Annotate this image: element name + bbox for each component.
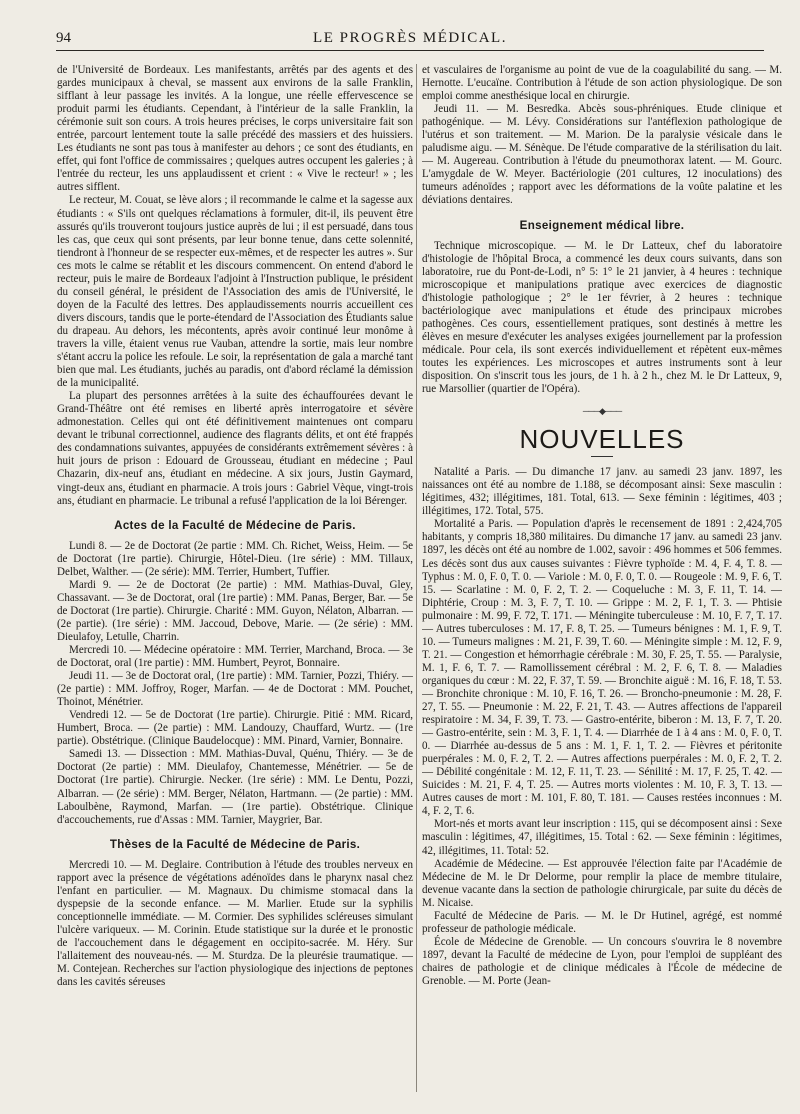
column-divider (416, 64, 417, 1092)
paragraph: Mortalité a Paris. — Population d'après le recensement de 1891 : 2,424,705 habitants, y compris 18,380 militaires. Du dimanche 17 janv. au samedi 23 janv. 1897, les décès ont été au nombre de 1.002, savoir : 496 hommes et 506 femmes. Les décès sont dus aux causes suivantes : Fièvre typhoïde : M. 4, F. 4, T. 8. — Typhus : M. 0, F. 0, T. 0. — Variole : M. 0, F. 0, T. 0. — Rougeole : M. 9, F. 6, T. 15. — Scarlatine : M. 0, F. 2, T. 2. — Coqueluche : M. 3, F. 11, T. 14. — Diphtérie, Croup : M. 3, F. 7, T. 10. — Grippe : M. 2, F. 1, T. 3. — Phtisie pulmonaire : M. 99, F. 72, T. 171. — Méningite tuberculeuse : M. 10, F. 7, T. 17. — Autres tuberculoses : M. 17, F. 8, T. 25. — Tumeurs bénignes : M. 1, F. 9, T. 10. — Tumeurs malignes : M. 21, F. 39, T. 60. — Méningite simple : M. 12, F. 9, T. 21. — Congestion et hémorrhagie cérébrale : M. 30, F. 25, T. 55. — Paralysie, M. 1, F. 6, T. 7. — Ramollissement cérébral : M. 2, F. 6, T. 8. — Maladies organiques du cœur : M. 22, F. 37, T. 59. — Bronchite aiguë : M. 16, F. 18, T. 53. — Bronchite chronique : M. 10, F. 16, T. 26. — Broncho-pneumonie : M. 28, F. 27, T. 55. — Pneumonie : M. 22, F. 21, T. 43. — Autres affections de l'appareil respiratoire : M. 34, F. 39, T. 73. — Gastro-entérite, biberon : M. 13, F. 7, T. 20. — Gastro-entérite, sein : M. 3, F. 1, T. 4. — Diarrhée de 1 à 4 ans : M. 0, F. 0, T. 0. — Diarrhée au-dessus de 5 ans : M. 1, F. 1, T. 2. — Fièvres et péritonite puerpérales : M. 0, F. 2, T. 2. — Autres affections puerpérales : M. 0, F. 2, T. 2. — Débilité congénitale : M. 12, F. 11, T. 23. — Sénilité : M. 17, F. 25, T. 42. — Suicides : M. 21, F. 4, T. 25. — Autres morts violentes : M. 10, F. 3, T. 13. — Autres causes de mort : M. 101, F. 80, T. 181. — Causes restées inconnues : M. 4, F. 2, T. 6. (422, 518, 782, 818)
paragraph: Samedi 13. — Dissection : MM. Mathias-Duval, Quénu, Thiéry. — 3e de Doctorat (2e partie) : MM. Dieulafoy, Chantemesse, Ménétrier. — 5e de Doctorat (1re partie). Chirurgie. Necker. (1re série) : MM. Le Dentu, Pozzi, Albarran. — (2e série) : MM. Berger, Nélaton, Hartmann. — (2e partie) : MM. Laboulbène, Raymond, Marfan. — (1re partie). Obstétrique. Clinique d'accouchements, rue d'Assas : MM. Tarnier, Maygrier, Bar. (57, 748, 413, 826)
ornament-divider: ───◆─── (582, 406, 622, 417)
right-column (422, 64, 782, 1092)
paragraph: Faculté de Médecine de Paris. — M. le Dr Hutinel, agrégé, est nommé professeur de pathologie médicale. (422, 909, 782, 935)
paragraph: Technique microscopique. — M. le Dr Latteux, chef du laboratoire d'histologie de l'hôpital Broca, a commencé les deux cours suivants, dans son laboratoire, rue du Pont-de-Lodi, n° 5: 1° le 21 janvier, à 4 heures : technique microscopique et manipulations pratique avec exercices de diagnostic d'histologie pathologique ; 2° le 1er février, à 2 heures : technique bactériologique avec manipulations et étude des principaux microbes pathogènes. Ces cours, essentiellement pratiques, sont destinés à mettre les élèves en mesure d'exécuter les analyses exigées journellement par la profession médicale. Pour cela, ils sont exercés individuellement et répètent eux-mêmes toutes les expériences. Les microscopes et autres instruments sont à leur disposition. On s'inscrit tous les jours, de 1 h. à 2 h., chez M. le Dr Latteux, 9, rue Marsollier (quartier de l'Opéra). (422, 239, 782, 396)
paragraph: Jeudi 11. — M. Besredka. Abcès sous-phréniques. Etude clinique et pathogénique. — M. Lévy. Considérations sur l'antéflexion pathologique de l'utérus et son traitement. — M. Marion. De la paralysie vésicale dans le paludisme aigu. — M. Sénèque. De l'étude comparative de la stérilisation du lait. — M. Augereau. Contribution à l'étude du pneumothorax latent. — M. Gourc. L'amygdale de W. Meyer. Bactériologie (201 cultures, 12 inoculations) des tumeurs adénoïdes ; rapport avec les déformations de la voûte palatine et les déviations dentaires. (422, 103, 782, 207)
paragraph: École de Médecine de Grenoble. — Un concours s'ouvrira le 8 novembre 1897, devant la Faculté de médecine de Lyon, pour l'emploi de suppléant des chaires de pathologie et de clinique médicales à l'École de médecine de Grenoble. — M. Porte (Jean- (422, 935, 782, 987)
section-title-nouvelles: NOUVELLES (519, 424, 685, 455)
page-number: 94 (56, 30, 71, 46)
title-underline (591, 456, 613, 457)
left-column (57, 64, 413, 1092)
paragraph: Natalité a Paris. — Du dimanche 17 janv. au samedi 23 janv. 1897, les naissances ont été au nombre de 1.188, se décomposant ainsi: Sexe masculin : légitimes, 432; illégitimes, 181. Total, 613. — Sexe féminin : légitimes, 403 ; illégitimes, 172. Total, 575. (422, 466, 782, 518)
page-header (56, 28, 764, 51)
section-heading-actes: Actes de la Faculté de Médecine de Paris. (114, 518, 356, 532)
paragraph: La plupart des personnes arrêtées à la suite des échauffourées devant le Grand-Théâtre ont été remises en liberté après interrogatoire et sévère admonestation. Celles qui ont été définitivement maintenues ont comparu devant le tribunal correctionnel, audience des flagrants délits, et ont été frappés des condamnations suivantes, appuyées de considérants extrêmement sévères : à huit jours de prison : Edouard de Grousseau, étudiant en médecine ; Paul Chazarin, dix-neuf ans, étudiant en médecine. A six jours, Justin Gaymard, vingt-deux ans, étudiant en pharmacie. A trois jours : Gabriel Vèque, vingt-trois ans, étudiant en pharmacie. Le tribunal a refusé l'application de la loi Bérenger. (57, 390, 413, 507)
paragraph: Mardi 9. — 2e de Doctorat (2e partie) : MM. Mathias-Duval, Gley, Chassavant. — 3e de Doctorat, oral (1re partie) : MM. Panas, Berger, Bar. — 5e de Doctorat (1re partie). Chirurgie. Charité : MM. Guyon, Nélaton, Albarran. — (2e partie). (1re série) : MM. Jaccoud, Debove, Marie. — (2e série) : MM. Dieulafoy, Letulle, Charrin. (57, 578, 413, 643)
section-heading-theses: Thèses de la Faculté de Médecine de Paris. (109, 837, 361, 851)
paragraph: Le recteur, M. Couat, se lève alors ; il recommande le calme et la sagesse aux étudiants : « S'ils ont quelques réclamations à formuler, dit-il, ils peuvent être assurés qu'ils trouveront toujours justice auprès de lui ; il est persuadé, dans tous les cas, que ceux qui sont présents, par leur bonne tenue, dans cette solennité, tiendront à l'honneur de se respecter eux-mêmes, et de respecter les autres ». Sur ces mots le calme se rétablit et les discours commencent. On entend d'abord le recteur, puis le maire de Bordeaux l'adjoint à l'Instruction publique, le président du conseil général, le président de l'Association des amis de l'Université, le doyen de la Faculté des lettres. Des applaudissements nourris accueillent ces divers discours, tandis que le porte-étendard de l'Association des Étudiants salue du drapeau. Au dehors, les mécontents, après avoir continué leur monôme à travers la ville, étaient venus rue Vauban, attendre la sortie, mais leur nombre s'étant accru la police les refoule. Le soir, la représentation de gala a marché tant bien que mal. Les étudiants, juchés au paradis, ont d'abord réclamé la démission de la municipalité. (57, 194, 413, 390)
paragraph: de l'Université de Bordeaux. Les manifestants, arrêtés par des agents et des gardes municipaux à cheval, se massent aux environs de la salle Franklin, sifflant à leur passage les invités. A la longue, une réelle effervescence se produit parmi les étudiants. Cependant, à l'intérieur de la salle Franklin, la cérémonie suit son cours. A trois heures précises, le corps universitaire fait son entrée, parcourt lentement toute la salle précédé des massiers et des huissiers. Les étudiants ne sont pas tous à manifester au dehors ; ce sont des étudiants, en effet, qui font l'office de commissaires ; quelques autres occupent les galeries ; à l'entrée du recteur, les uns applaudissent et crient : « Vive le recteur! » ; les autres sifflent. (57, 64, 413, 194)
paragraph: Jeudi 11. — 3e de Doctorat oral, (1re partie) : MM. Tarnier, Pozzi, Thiéry. — (2e partie) : MM. Joffroy, Roger, Marfan. — 4e de Doctorat : MM. Pouchet, Thoinot, Ménétrier. (57, 670, 413, 709)
paragraph: Académie de Médecine. — Est approuvée l'élection faite par l'Académie de Médecine de M. le Dr Delorme, pour remplir la place de membre titulaire, devenue vacante dans la section de pathologie chirurgicale, par suite du décès de M. Nicaise. (422, 857, 782, 909)
paragraph: Mercredi 10. — Médecine opératoire : MM. Terrier, Marchand, Broca. — 3e de Doctorat, oral (1re partie) : MM. Humbert, Peyrot, Bonnaire. (57, 644, 413, 670)
paragraph: et vasculaires de l'organisme au point de vue de la coagulabilité du sang. — M. Hernotte. L'eucaïne. Contribution à l'étude de son action physiologique. De son emploi comme anesthésique local en chirurgie. (422, 64, 782, 103)
section-heading-enseignement: Enseignement médical libre. (519, 218, 685, 232)
paragraph: Mercredi 10. — M. Deglaire. Contribution à l'étude des troubles nerveux en rapport avec la présence de végétations adénoïdes dans le pharynx nasal chez l'enfant en particulier. — M. Magnaux. Du chimisme stomacal dans la dyspepsie de la seconde enfance. — M. Marlier. Etude sur la syphilis conceptionnelle immédiate. — M. Cormier. Des syphilides scléreuses simulant l'ulcère variqueux. — M. Corinin. Etude statistique sur la durée et le pronostic de l'accouchement dans le dégagement en occipito-sacrée. M. Héry. Sur l'allaitement des nouveau-nés. — M. Sturdza. De la pleurésie traumatique. — M. Contejean. Recherches sur l'action physiologique des injections de peptones dans les cavités séreuses (57, 858, 413, 989)
journal-title: LE PROGRÈS MÉDICAL. (313, 30, 507, 46)
paragraph: Vendredi 12. — 5e de Doctorat (1re partie). Chirurgie. Pitié : MM. Ricard, Humbert, Broca. — (2e partie) : MM. Landouzy, Chauffard, Wurtz. — (1re partie). Obstétrique. (Clinique Baudelocque) : MM. Pinard, Varnier, Bonnaire. (57, 709, 413, 748)
paragraph: Mort-nés et morts avant leur inscription : 115, qui se décomposent ainsi : Sexe masculin : légitimes, 47, illégitimes, 15. Total : 62. — Sexe féminin : légitimes, 42, illégitimes, 11. Total: 52. (422, 818, 782, 857)
paragraph: Lundi 8. — 2e de Doctorat (2e partie : MM. Ch. Richet, Weiss, Heim. — 5e de Doctorat (1re partie). Chirurgie, Hôtel-Dieu. (1re série) : MM. Tillaux, Delbet, Walther. — (2e série): MM. Terrier, Humbert, Tuffier. (57, 539, 413, 578)
